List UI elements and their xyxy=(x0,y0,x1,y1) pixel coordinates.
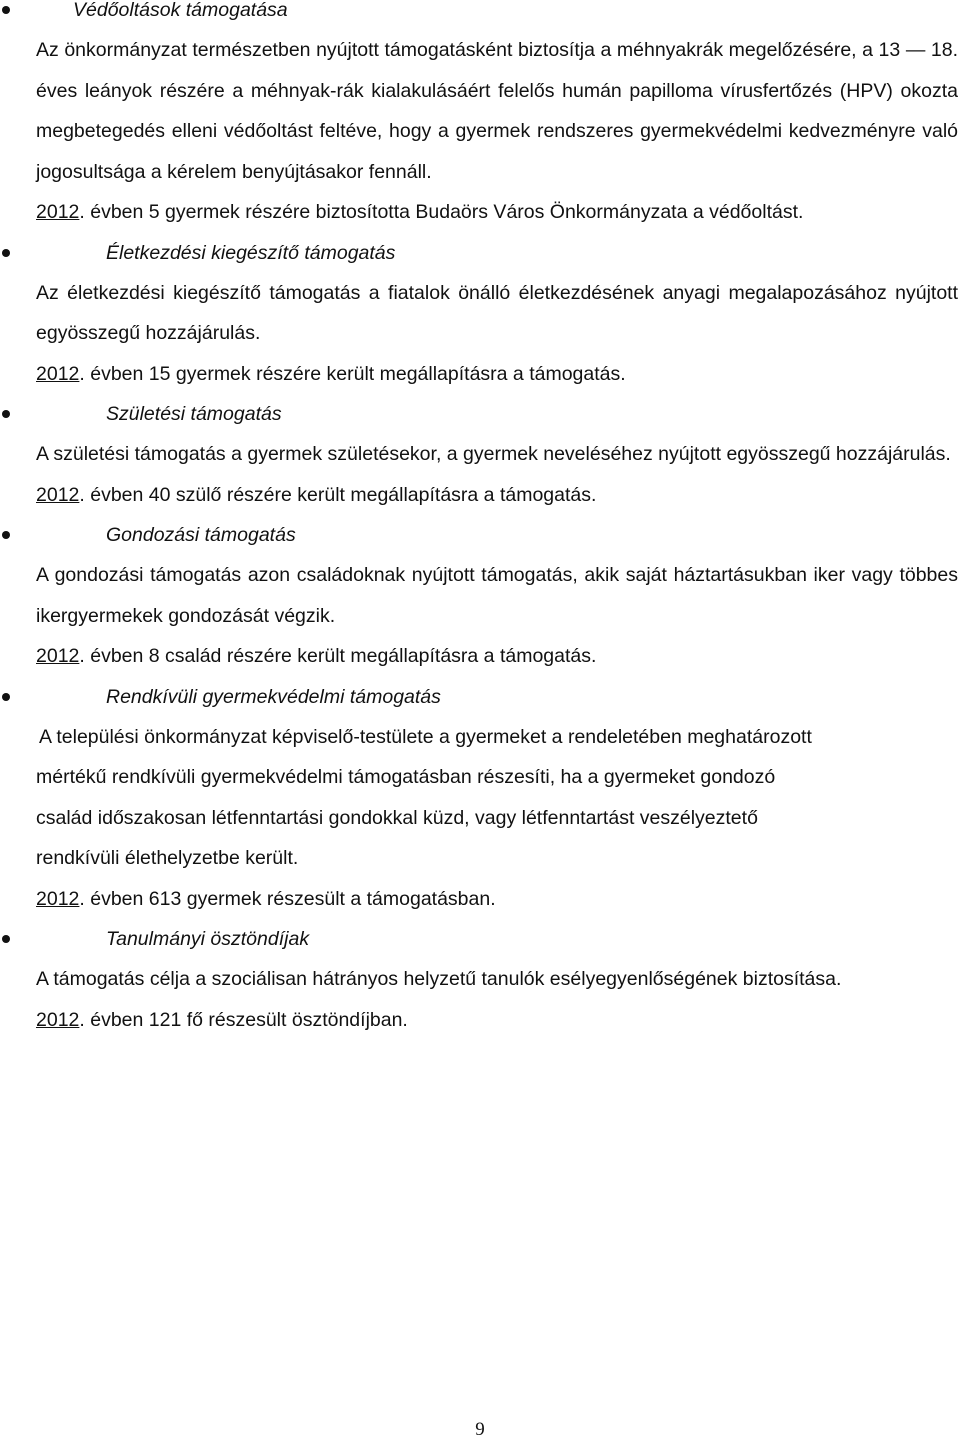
summary-text: . évben 613 gyermek részesült a támogatásban. xyxy=(79,887,496,910)
bullet-icon xyxy=(2,249,10,257)
section-vaccination-support xyxy=(0,0,960,233)
section-study-scholarships xyxy=(0,919,960,1040)
summary-year: 2012 xyxy=(36,201,80,223)
bullet-icon xyxy=(2,531,10,539)
section-start-of-life-support xyxy=(0,233,960,395)
section-summary xyxy=(36,636,960,677)
summary-year: 2012 xyxy=(36,1008,80,1031)
page-number: 9 xyxy=(475,1419,485,1440)
section-summary xyxy=(36,879,960,920)
section-heading: Védőoltások támogatása xyxy=(73,0,288,21)
summary-text: . évben 8 család részére került megállapításra a támogatás. xyxy=(79,645,597,667)
bullet-icon xyxy=(2,935,10,943)
summary-text: . évben 40 szülő részére került megállapításra a támogatás. xyxy=(79,483,597,506)
section-body: A születési támogatás a gyermek születésekor, a gyermek neveléséhez nyújtott egyösszegű hozzájárulás. xyxy=(36,443,951,465)
section-heading: Életkezdési kiegészítő támogatás xyxy=(106,241,396,264)
section-summary xyxy=(36,475,960,516)
section-body: Az életkezdési kiegészítő támogatás a fiatalok önálló életkezdésének anyagi megalapozásához nyújtott egyösszegű hozzájárulás. xyxy=(36,281,958,344)
section-summary xyxy=(36,192,960,233)
summary-year: 2012 xyxy=(36,362,80,385)
section-birth-support xyxy=(0,394,960,515)
bullet-icon xyxy=(2,693,10,701)
section-body: A gondozási támogatás azon családoknak nyújtott támogatás, akik saját háztartásukban iker vagy többes ikergyermekek gondozását végzik. xyxy=(36,564,958,627)
summary-text: . évben 121 fő részesült ösztöndíjban. xyxy=(79,1008,408,1031)
section-summary xyxy=(36,1000,960,1041)
bullet-icon xyxy=(2,6,10,14)
section-care-support xyxy=(0,515,960,677)
bullet-icon xyxy=(2,410,10,418)
summary-text: . évben 5 gyermek részére biztosította Budaörs Város Önkormányzata a védőoltást. xyxy=(79,201,804,223)
section-heading: Tanulmányi ösztöndíjak xyxy=(106,928,310,950)
section-body: A települési önkormányzat képviselő-testülete a gyermeket a rendeletében meghatározott mértékű rendkívüli gyermekvédelmi támogatásban részesíti, ha a gyermeket gondozó család időszakosan létfenntartási gondokkal küzd, vagy létfenntartást veszélyeztető rendkívüli élethelyzetbe került. xyxy=(36,725,812,869)
section-extraordinary-child-protection xyxy=(0,677,960,920)
summary-text: . évben 15 gyermek részére került megállapításra a támogatás. xyxy=(79,362,626,385)
section-body: A támogatás célja a szociálisan hátrányos helyzetű tanulók esélyegyenlőségének biztosítása. xyxy=(36,968,842,990)
section-heading: Gondozási támogatás xyxy=(106,524,296,546)
summary-year: 2012 xyxy=(36,483,80,506)
section-summary xyxy=(36,354,960,395)
section-heading: Születési támogatás xyxy=(106,403,282,425)
summary-year: 2012 xyxy=(36,887,80,910)
section-heading: Rendkívüli gyermekvédelmi támogatás xyxy=(106,685,441,708)
summary-year: 2012 xyxy=(36,645,80,667)
section-body: Az önkormányzat természetben nyújtott támogatásként biztosítja a méhnyakrák megelőzésére, a 13 — 18. éves leányok részére a méhnyak-rák kialakulásáért felelős humán papilloma vírusfertőzés (HPV) okozta megbetegedés elleni védőoltást feltéve, hogy a gyermek rendszeres gyermekvédelmi kedvezményre való jogosultsága a kérelem benyújtásakor fennáll. xyxy=(36,39,958,183)
